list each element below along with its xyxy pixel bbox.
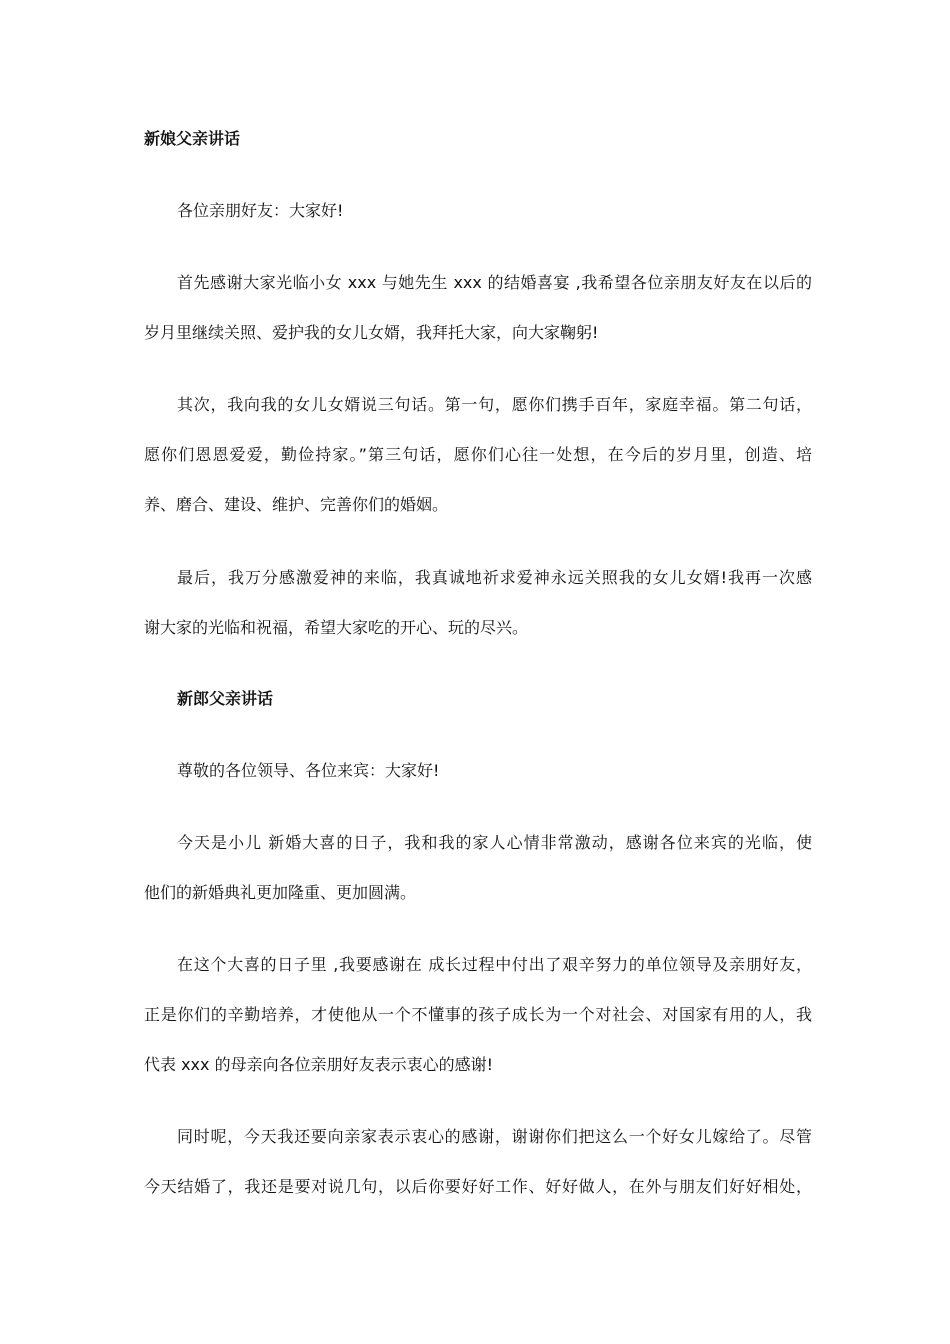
paragraph-line: 在这个大喜的日子里 ,我要感谢在 成长过程中付出了艰辛努力的单位领导及亲朋好友，: [177, 955, 812, 974]
paragraph-line: 其次，我向我的女儿女婿说三句话。第一句，愿你们携手百年，家庭幸福。第二句话，: [177, 395, 812, 414]
paragraph-line: 今天结婚了，我还是要对说几句，以后你要好好工作、好好做人，在外与朋友们好好相处，: [144, 1177, 812, 1196]
paragraph-line: 同时呢，今天我还要向亲家表示衷心的感谢，谢谢你们把这么一个好女儿嫁给了。尽管: [177, 1127, 812, 1146]
paragraph-line: 谢大家的光临和祝福，希望大家吃的开心、玩的尽兴。: [144, 618, 529, 637]
paragraph-line: 今天是小儿 新婚大喜的日子，我和我的家人心情非常激动，感谢各位来宾的光临，使: [177, 833, 812, 852]
paragraph-line: 岁月里继续关照、爱护我的女儿女婿，我拜托大家，向大家鞠躬!: [144, 323, 599, 342]
section-heading-bride-father: 新娘父亲讲话: [144, 129, 241, 148]
greeting-line: 尊敬的各位领导、各位来宾：大家好!: [177, 761, 440, 780]
section-heading-groom-father: 新郎父亲讲话: [177, 689, 274, 708]
greeting-line: 各位亲朋好友：大家好!: [177, 201, 344, 220]
paragraph-line: 养、磨合、建设、维护、完善你们的婚姻。: [144, 495, 449, 514]
paragraph-line: 他们的新婚典礼更加隆重、更加圆满。: [144, 883, 417, 902]
paragraph-line: 代表 xxx 的母亲向各位亲朋好友表示衷心的感谢!: [144, 1055, 493, 1074]
paragraph-line: 首先感谢大家光临小女 xxx 与她先生 xxx 的结婚喜宴 ,我希望各位亲朋友好友在以后的: [177, 273, 812, 292]
paragraph-line: 正是你们的辛勤培养，才使他从一个不懂事的孩子成长为一个对社会、对国家有用的人，我: [144, 1005, 812, 1024]
paragraph-line: 愿你们恩恩爱爱，勤俭持家。”第三句话，愿你们心往一处想，在今后的岁月里，创造、培: [144, 445, 812, 464]
paragraph-line: 最后，我万分感激爱神的来临，我真诚地祈求爱神永远关照我的女儿女婿!我再一次感: [177, 568, 812, 587]
